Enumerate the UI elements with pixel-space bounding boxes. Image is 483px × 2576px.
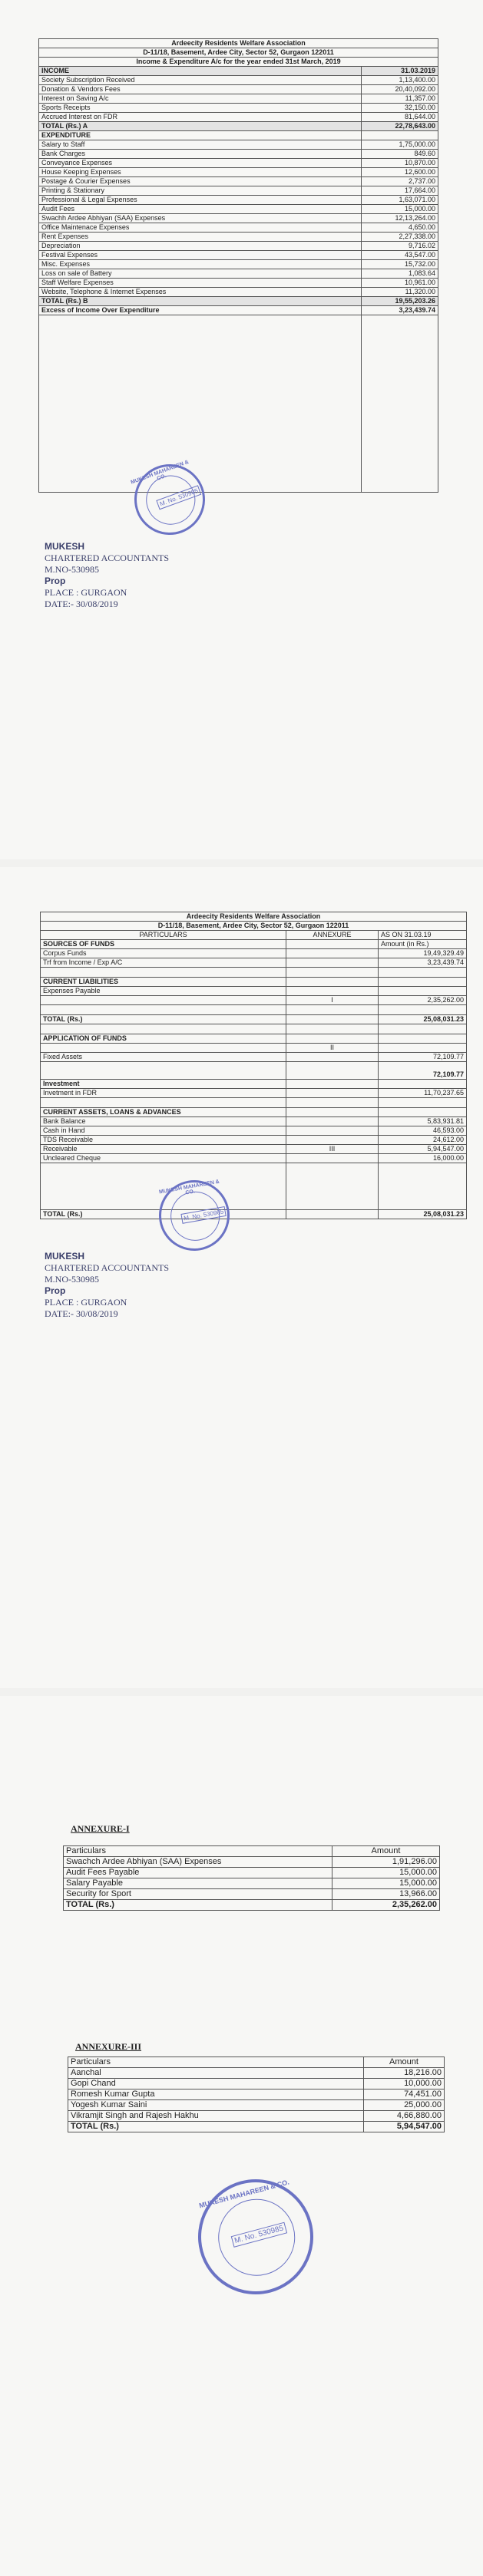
expense-label: Loss on sale of Battery bbox=[39, 269, 362, 279]
expense-label: Audit Fees bbox=[39, 205, 362, 214]
annexure-1-col-particulars: Particulars bbox=[64, 1846, 332, 1857]
asset-annexure bbox=[286, 1154, 379, 1163]
stamp-arc-text-2: MUKESH MAHAREEN & CO. bbox=[158, 1179, 220, 1196]
excess-value: 3,23,439.74 bbox=[362, 306, 438, 315]
expense-row bbox=[39, 186, 438, 196]
asset-amount: 5,83,931.81 bbox=[379, 1117, 467, 1126]
investment-heading: Investment bbox=[41, 1080, 286, 1089]
expense-amount: 15,732.00 bbox=[362, 260, 438, 269]
auditor-name: MUKESH bbox=[45, 541, 85, 552]
expense-label: Conveyance Expenses bbox=[39, 159, 362, 168]
auditor-date-2: DATE:- 30/08/2019 bbox=[45, 1308, 118, 1319]
annexure-3-col-amount: Amount bbox=[364, 2057, 445, 2068]
income-label: Sports Receipts bbox=[39, 104, 362, 113]
annexure-1-title: ANNEXURE-I bbox=[71, 1823, 130, 1834]
stamp-mno: M. No. 530985 bbox=[156, 485, 201, 510]
auditor-name-2: MUKESH bbox=[45, 1251, 85, 1262]
expense-row bbox=[39, 269, 438, 279]
asset-row bbox=[41, 1136, 467, 1145]
expense-label: Postage & Courier Expenses bbox=[39, 177, 362, 186]
annexure-3-row bbox=[68, 2068, 445, 2079]
stamp-arc-text-3: MUKESH MAHAREEN & CO. bbox=[198, 2178, 290, 2210]
expense-amount: 2,737.00 bbox=[362, 177, 438, 186]
expense-label: Office Maintenace Expenses bbox=[39, 223, 362, 233]
col-as-on: AS ON 31.03.19 bbox=[379, 931, 467, 940]
auditor-prop-2: Prop bbox=[45, 1285, 66, 1296]
annexure-1-label: Security for Sport bbox=[64, 1889, 332, 1900]
col-particulars: PARTICULARS bbox=[41, 931, 286, 940]
expense-row bbox=[39, 159, 438, 168]
fixed-assets-label: Fixed Assets bbox=[41, 1053, 286, 1062]
asset-label: Uncleared Cheque bbox=[41, 1154, 286, 1163]
auditor-place: PLACE : GURGAON bbox=[45, 587, 127, 598]
income-label: Donation & Vendors Fees bbox=[39, 85, 362, 94]
expense-amount: 1,63,071.00 bbox=[362, 196, 438, 205]
asset-label: Bank Balance bbox=[41, 1117, 286, 1126]
annexure-1-amount: 15,000.00 bbox=[332, 1878, 440, 1889]
income-expenditure-table bbox=[38, 38, 438, 493]
income-amount: 81,644.00 bbox=[362, 113, 438, 122]
expense-row bbox=[39, 242, 438, 251]
annexure-3-label: Gopi Chand bbox=[68, 2079, 364, 2089]
expense-row bbox=[39, 214, 438, 223]
annexure-1-row bbox=[64, 1857, 440, 1868]
annexure-3-total-value: 5,94,547.00 bbox=[364, 2122, 445, 2132]
expense-amount: 10,870.00 bbox=[362, 159, 438, 168]
auditor-date: DATE:- 30/08/2019 bbox=[45, 599, 118, 609]
expense-label: Bank Charges bbox=[39, 150, 362, 159]
annexure-3-label: Vikramjit Singh and Rajesh Hakhu bbox=[68, 2111, 364, 2122]
trf-amount: 3,23,439.74 bbox=[379, 958, 467, 968]
expense-row bbox=[39, 223, 438, 233]
asset-label: Cash in Hand bbox=[41, 1126, 286, 1136]
expense-row bbox=[39, 288, 438, 297]
expense-label: Depreciation bbox=[39, 242, 362, 251]
total-sources-label: TOTAL (Rs.) bbox=[41, 1015, 286, 1024]
expense-label: Professional & Legal Expenses bbox=[39, 196, 362, 205]
annexure-1-row bbox=[64, 1889, 440, 1900]
fixed-assets-amount: 72,109.77 bbox=[379, 1053, 467, 1062]
expense-row bbox=[39, 140, 438, 150]
fixed-assets-subtotal: 72,109.77 bbox=[379, 1062, 467, 1080]
total-a-value: 22,78,643.00 bbox=[362, 122, 438, 131]
asset-label: Receivable bbox=[41, 1145, 286, 1154]
auditor-mno-2: M.NO-530985 bbox=[45, 1274, 99, 1285]
expense-row bbox=[39, 233, 438, 242]
annexure-1-row bbox=[64, 1868, 440, 1878]
expense-label: Printing & Stationary bbox=[39, 186, 362, 196]
auditor-firm-2: CHARTERED ACCOUNTANTS bbox=[45, 1262, 169, 1273]
expense-row bbox=[39, 150, 438, 159]
annexures-page bbox=[0, 1696, 483, 2576]
corpus-amount: 19,49,329.49 bbox=[379, 949, 467, 958]
annexure-1-table bbox=[63, 1845, 440, 1911]
total-b-label: TOTAL (Rs.) B bbox=[39, 297, 362, 306]
expense-amount: 15,000.00 bbox=[362, 205, 438, 214]
expense-amount: 11,320.00 bbox=[362, 288, 438, 297]
annexure-3-row bbox=[68, 2111, 445, 2122]
auditor-signature-2 bbox=[45, 1251, 169, 1320]
application-heading: APPLICATION OF FUNDS bbox=[41, 1034, 286, 1044]
income-label: Society Subscription Received bbox=[39, 76, 362, 85]
annexure-3-amount: 74,451.00 bbox=[364, 2089, 445, 2100]
asset-amount: 46,593.00 bbox=[379, 1126, 467, 1136]
income-expenditure-page bbox=[0, 0, 483, 859]
asset-row bbox=[41, 1145, 467, 1154]
annexure-3-total-label: TOTAL (Rs.) bbox=[68, 2122, 364, 2132]
expense-row bbox=[39, 205, 438, 214]
income-row bbox=[39, 94, 438, 104]
expense-label: Swachh Ardee Abhiyan (SAA) Expenses bbox=[39, 214, 362, 223]
expense-amount: 12,600.00 bbox=[362, 168, 438, 177]
expense-amount: 4,650.00 bbox=[362, 223, 438, 233]
annexure-3-title: ANNEXURE-III bbox=[75, 2041, 142, 2052]
org-address: D-11/18, Basement, Ardee City, Sector 52, Gurgaon 122011 bbox=[39, 48, 438, 58]
annexure-3-label: Yogesh Kumar Saini bbox=[68, 2100, 364, 2111]
annexure-1-total-value: 2,35,262.00 bbox=[332, 1900, 440, 1911]
auditor-signature bbox=[45, 541, 169, 610]
income-row bbox=[39, 76, 438, 85]
total-b-value: 19,55,203.26 bbox=[362, 297, 438, 306]
expense-row bbox=[39, 251, 438, 260]
expense-amount: 12,13,264.00 bbox=[362, 214, 438, 223]
stamp-mno-2: M. No. 530985 bbox=[180, 1206, 227, 1224]
expense-row bbox=[39, 196, 438, 205]
annexure-1-amount: 1,91,296.00 bbox=[332, 1857, 440, 1868]
expense-label: Misc. Expenses bbox=[39, 260, 362, 269]
asset-amount: 16,000.00 bbox=[379, 1154, 467, 1163]
expense-amount: 10,961.00 bbox=[362, 279, 438, 288]
stamp-mno-3: M. No. 530985 bbox=[231, 2222, 287, 2248]
auditor-mno: M.NO-530985 bbox=[45, 564, 99, 575]
annexure-3-amount: 4,66,880.00 bbox=[364, 2111, 445, 2122]
trf-label: Trf from Income / Exp A/C bbox=[41, 958, 286, 968]
expenditure-heading: EXPENDITURE bbox=[39, 131, 362, 140]
current-liabilities-heading: CURRENT LIABILITIES bbox=[41, 978, 286, 987]
ca-stamp-3 bbox=[185, 2166, 326, 2307]
date-header: 31.03.2019 bbox=[362, 67, 438, 76]
annexure-1-row bbox=[64, 1878, 440, 1889]
expenses-payable-amount: 2,35,262.00 bbox=[379, 996, 467, 1005]
income-row bbox=[39, 104, 438, 113]
asset-annexure bbox=[286, 1117, 379, 1126]
asset-annexure bbox=[286, 1136, 379, 1145]
amount-label: Amount (in Rs.) bbox=[379, 940, 467, 949]
asset-row bbox=[41, 1126, 467, 1136]
balance-sheet-page bbox=[0, 867, 483, 1688]
auditor-firm: CHARTERED ACCOUNTANTS bbox=[45, 552, 169, 563]
expense-amount: 43,547.00 bbox=[362, 251, 438, 260]
income-amount: 20,40,092.00 bbox=[362, 85, 438, 94]
auditor-prop: Prop bbox=[45, 576, 66, 586]
annexure-1-label: Audit Fees Payable bbox=[64, 1868, 332, 1878]
balance-sheet-table bbox=[40, 912, 467, 1219]
expense-amount: 1,083.64 bbox=[362, 269, 438, 279]
asset-row bbox=[41, 1117, 467, 1126]
annexure-1-total-label: TOTAL (Rs.) bbox=[64, 1900, 332, 1911]
annexure-3-amount: 25,000.00 bbox=[364, 2100, 445, 2111]
expense-amount: 2,27,338.00 bbox=[362, 233, 438, 242]
expense-amount: 9,716.02 bbox=[362, 242, 438, 251]
annexure-1-col-amount: Amount bbox=[332, 1846, 440, 1857]
annexure-3-label: Aanchal bbox=[68, 2068, 364, 2079]
col-annexure: ANNEXURE bbox=[286, 931, 379, 940]
income-row bbox=[39, 113, 438, 122]
expenses-payable-annexure: I bbox=[286, 996, 379, 1005]
income-amount: 32,150.00 bbox=[362, 104, 438, 113]
asset-annexure bbox=[286, 1126, 379, 1136]
total-application-label: TOTAL (Rs.) bbox=[41, 1210, 286, 1219]
total-a-label: TOTAL (Rs.) A bbox=[39, 122, 362, 131]
income-label: Interest on Saving A/c bbox=[39, 94, 362, 104]
total-application-value: 25,08,031.23 bbox=[379, 1210, 467, 1219]
expense-label: Salary to Staff bbox=[39, 140, 362, 150]
asset-row bbox=[41, 1154, 467, 1163]
asset-label: TDS Receivable bbox=[41, 1136, 286, 1145]
annexure-1-amount: 13,966.00 bbox=[332, 1889, 440, 1900]
annexure-1-amount: 15,000.00 bbox=[332, 1868, 440, 1878]
annexure-3-col-particulars: Particulars bbox=[68, 2057, 364, 2068]
annexure-3-table bbox=[68, 2057, 445, 2132]
expense-amount: 849.60 bbox=[362, 150, 438, 159]
expense-label: Website, Telephone & Internet Expenses bbox=[39, 288, 362, 297]
income-amount: 1,13,400.00 bbox=[362, 76, 438, 85]
expense-amount: 1,75,000.00 bbox=[362, 140, 438, 150]
annexure-3-row bbox=[68, 2079, 445, 2089]
annexure-1-label: Salary Payable bbox=[64, 1878, 332, 1889]
income-heading: INCOME bbox=[39, 67, 362, 76]
asset-amount: 5,94,547.00 bbox=[379, 1145, 467, 1154]
bs-org-title: Ardeecity Residents Welfare Association bbox=[41, 912, 467, 922]
auditor-place-2: PLACE : GURGAON bbox=[45, 1297, 127, 1308]
asset-amount: 24,612.00 bbox=[379, 1136, 467, 1145]
excess-label: Excess of Income Over Expenditure bbox=[39, 306, 362, 315]
expense-row bbox=[39, 168, 438, 177]
expense-label: House Keeping Expenses bbox=[39, 168, 362, 177]
asset-annexure: III bbox=[286, 1145, 379, 1154]
annexure-1-label: Swachch Ardee Abhiyan (SAA) Expenses bbox=[64, 1857, 332, 1868]
expense-row bbox=[39, 279, 438, 288]
org-title: Ardeecity Residents Welfare Association bbox=[39, 39, 438, 48]
expenses-payable-label: Expenses Payable bbox=[41, 987, 286, 996]
investment-fdr-amount: 11,70,237.65 bbox=[379, 1089, 467, 1098]
expense-row bbox=[39, 260, 438, 269]
fixed-assets-annexure: II bbox=[286, 1044, 379, 1053]
sources-heading: SOURCES OF FUNDS bbox=[41, 940, 286, 949]
income-amount: 11,357.00 bbox=[362, 94, 438, 104]
corpus-label: Corpus Funds bbox=[41, 949, 286, 958]
bs-org-address: D-11/18, Basement, Ardee City, Sector 52, Gurgaon 122011 bbox=[41, 922, 467, 931]
annexure-3-row bbox=[68, 2089, 445, 2100]
total-sources-value: 25,08,031.23 bbox=[379, 1015, 467, 1024]
expense-label: Rent Expenses bbox=[39, 233, 362, 242]
expense-label: Staff Welfare Expenses bbox=[39, 279, 362, 288]
income-label: Accrued Interest on FDR bbox=[39, 113, 362, 122]
expense-amount: 17,664.00 bbox=[362, 186, 438, 196]
annexure-3-amount: 10,000.00 bbox=[364, 2079, 445, 2089]
annexure-3-label: Romesh Kumar Gupta bbox=[68, 2089, 364, 2100]
stamp-arc-text: MUKESH MAHAREEN & CO. bbox=[130, 459, 190, 486]
expense-label: Festival Expenses bbox=[39, 251, 362, 260]
statement-subtitle: Income & Expenditure A/c for the year ended 31st March, 2019 bbox=[39, 58, 438, 67]
expense-row bbox=[39, 177, 438, 186]
current-assets-heading: CURRENT ASSETS, LOANS & ADVANCES bbox=[41, 1108, 286, 1117]
annexure-3-amount: 18,216.00 bbox=[364, 2068, 445, 2079]
annexure-3-row bbox=[68, 2100, 445, 2111]
investment-fdr-label: Invetment in FDR bbox=[41, 1089, 286, 1098]
income-row bbox=[39, 85, 438, 94]
